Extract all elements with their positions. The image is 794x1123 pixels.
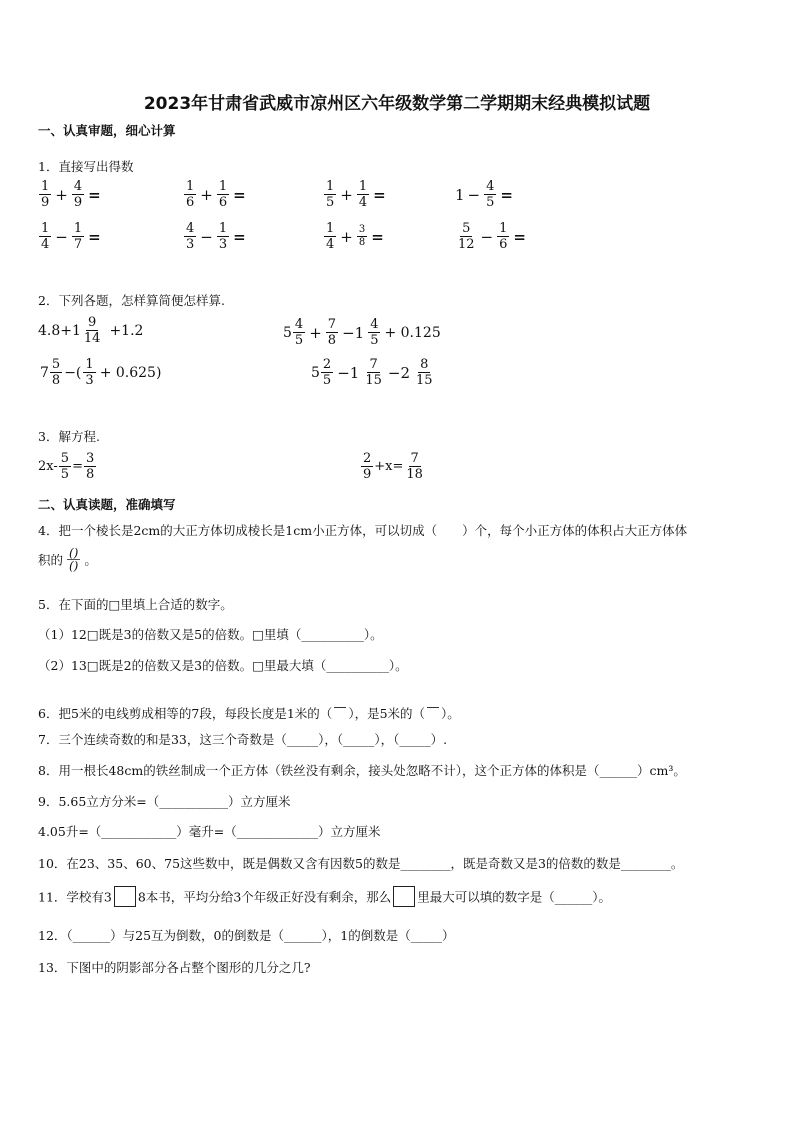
- q3-e1-eq: =: [72, 459, 83, 474]
- q1-item-2-equals: =: [233, 185, 246, 204]
- q1-item-8-b-num: 1: [499, 221, 508, 236]
- q4-text: 4．把一个棱长是2cm的大正方体切成棱长是1cm小正方体，可以切成（ ）个，每个小正方体的体积占大正方体体: [38, 523, 688, 538]
- q2-e2-op2: −1: [342, 323, 365, 342]
- q2-e4-num1: 2: [322, 357, 332, 372]
- section-2-heading: 二、认真读题，准确填写: [38, 497, 176, 512]
- page-title: 2023年甘肃省武威市凉州区六年级数学第二学期期末经典模拟试题: [143, 94, 651, 114]
- section-1-heading: 一、认真审题，细心计算: [38, 123, 176, 138]
- q1-item-4-b-den: 5: [486, 195, 495, 210]
- q2-e1-part2: +1.2: [109, 322, 144, 339]
- q1-item-3-b: [357, 180, 369, 209]
- q6-part-1: 6．把5米的电线剪成相等的7段，每段长度是1米的（: [38, 706, 333, 721]
- q9-line-1: 9．5.65立方分米=（___________）立方厘米: [38, 794, 291, 809]
- q1-item-7-a: [324, 222, 336, 251]
- q1-item-7-a-num: 1: [326, 221, 335, 236]
- q2-e1-part1: 4.8+1: [38, 322, 81, 339]
- q2-e4-den3: 15: [416, 373, 433, 388]
- q1-item-1-a-num: 1: [41, 179, 50, 194]
- q1-item-1-a: [39, 180, 51, 209]
- q1-item-8-a: [456, 222, 477, 251]
- q2-e2-num2: 7: [327, 317, 337, 332]
- q1-item-7-b-den: 8: [358, 237, 366, 248]
- q1-item-5-equals: =: [88, 227, 101, 246]
- q3-e2-den1: 9: [363, 467, 372, 482]
- q3-e1-num2: 3: [85, 451, 95, 466]
- q5-sub-2: （2）13□既是2的倍数又是3的倍数。□里最大填（__________）。: [38, 658, 408, 673]
- q3-e2-den2: 18: [406, 467, 423, 482]
- q2-e2-den2: 8: [327, 333, 337, 348]
- q1-item-1-b: [72, 180, 84, 209]
- q1-item-7-equals: =: [371, 227, 384, 246]
- q1-item-6-b-den: 3: [218, 237, 228, 252]
- q2-e4-den2: 15: [365, 373, 382, 388]
- q2-e3-num2: 1: [85, 357, 94, 372]
- q1-item-6-a: [184, 222, 196, 251]
- q1-item-2-a-num: 1: [186, 179, 195, 194]
- q2-expr-1: [38, 316, 143, 345]
- q1-item-5-b-den: 7: [73, 237, 83, 252]
- q1-item-3-a-num: 1: [326, 179, 335, 194]
- q1-item-4-b: [484, 180, 496, 209]
- q1-item-7-b: [357, 225, 367, 248]
- q1-item-6-b: [217, 222, 229, 251]
- q1-item-3-op: +: [340, 185, 353, 204]
- q1-item-2-a: [184, 180, 196, 209]
- q11-text: [38, 886, 611, 907]
- q2-e1-frac-num: 9: [88, 315, 97, 330]
- q4-frac-num: (): [69, 546, 79, 560]
- q2-e1-frac-den: 14: [83, 331, 101, 346]
- q2-e4-op1: −1: [337, 363, 360, 382]
- q1-item-7-b-num: 3: [358, 224, 366, 235]
- q2-e4-num2: 7: [369, 357, 378, 372]
- q2-e2-tail: + 0.125: [384, 324, 441, 341]
- q1-item-6-b-num: 1: [218, 221, 228, 236]
- q1-item-4: [455, 180, 516, 209]
- q2-e2-num1: 4: [294, 317, 304, 332]
- q1-label: 1．直接写出得数: [38, 159, 134, 174]
- q3-e1-den1: 5: [60, 467, 70, 482]
- q2-e2-den1: 5: [294, 333, 304, 348]
- q2-e2-whole: 5: [283, 324, 292, 341]
- q2-e3-num1: 5: [51, 357, 61, 372]
- q1-item-8-a-den: 12: [458, 237, 475, 252]
- q1-item-2-b-num: 1: [218, 179, 228, 194]
- q3-e1-prefix: 2x-: [38, 459, 58, 474]
- q2-e2-num3: 4: [370, 317, 379, 332]
- q7-text: 7．三个连续奇数的和是33，这三个奇数是（_____），（_____），（_____）.: [38, 732, 448, 747]
- q9-line-2: 4.05升=（____________）毫升=（_____________）立方厘米: [38, 824, 381, 839]
- q2-expr-3: [40, 358, 161, 387]
- q1-item-7-a-den: 4: [326, 237, 335, 252]
- q2-e2-op1: +: [309, 323, 322, 342]
- q2-e3-tail: + 0.625): [99, 364, 162, 381]
- q1-item-1: [38, 180, 104, 209]
- q11-digit-box-1[interactable]: [114, 886, 136, 907]
- q5-label: 5．在下面的□里填上合适的数字。: [38, 597, 233, 612]
- q8-text: 8．用一根长48cm的铁丝制成一个正方体（铁丝没有剩余，接头处忽略不计），这个正方体的体积是（______）cm³。: [38, 763, 686, 778]
- q1-item-8: [455, 222, 529, 251]
- q2-e3-den2: 3: [85, 373, 94, 388]
- q1-item-5-a: [39, 222, 51, 251]
- q4-frac-den: (): [69, 559, 79, 573]
- q11-part-3: 里最大可以填的数字是（______）。: [417, 889, 612, 905]
- q1-item-2-a-den: 6: [186, 195, 195, 210]
- q1-item-1-equals: =: [88, 185, 101, 204]
- q1-item-3-b-den: 4: [358, 195, 368, 210]
- q3-e1-den2: 8: [85, 467, 95, 482]
- q11-part-1: 11．学校有3: [38, 889, 112, 905]
- q1-item-2-b: [217, 180, 229, 209]
- q1-item-8-equals: =: [513, 227, 526, 246]
- q11-digit-box-2[interactable]: [393, 886, 415, 907]
- q6-part-3: ）。: [441, 706, 460, 721]
- q1-item-2-op: +: [200, 185, 213, 204]
- q1-item-4-op: −: [467, 185, 481, 204]
- q12-text: 12．（______）与25互为倒数，0的倒数是（______），1的倒数是（_____）: [38, 928, 455, 943]
- q1-item-8-b: [497, 222, 509, 251]
- q3-e2-num2: 7: [410, 451, 419, 466]
- q10-text: 10．在23、35、60、75这些数中，既是偶数又含有因数5的数是________，既是奇数又是3的倍数的数是________。: [38, 856, 684, 871]
- q3-label: 3．解方程.: [38, 429, 100, 444]
- q1-item-1-op: +: [55, 185, 68, 204]
- q1-item-5-b-num: 1: [73, 221, 83, 236]
- q6-blank-1[interactable]: [334, 707, 346, 708]
- q1-item-6-a-den: 3: [186, 237, 195, 252]
- q1-item-3: [323, 180, 389, 209]
- q1-item-1-b-den: 9: [73, 195, 83, 210]
- q1-item-6: [183, 222, 249, 251]
- q2-e3-mid: −(: [64, 364, 82, 381]
- q6-text: [38, 704, 460, 722]
- q4-continuation: [38, 547, 97, 572]
- q2-e4-op2: −2: [387, 363, 410, 382]
- q2-expr-4: [311, 358, 436, 387]
- q1-item-5-a-den: 4: [41, 237, 50, 252]
- q6-blank-2[interactable]: [427, 707, 439, 708]
- q1-item-5-op: −: [55, 227, 68, 246]
- q13-text: 13．下图中的阴影部分各占整个图形的几分之几?: [38, 960, 311, 975]
- q1-item-8-b-den: 6: [499, 237, 508, 252]
- q1-item-1-a-den: 9: [41, 195, 50, 210]
- q1-item-6-op: −: [200, 227, 213, 246]
- q1-item-5-a-num: 1: [41, 221, 50, 236]
- q1-item-5-b: [72, 222, 84, 251]
- q6-part-2: ），是5米的（: [348, 706, 426, 721]
- q1-item-8-a-num: 5: [462, 221, 471, 236]
- q1-item-7-op: +: [340, 227, 353, 246]
- q3-e1-num1: 5: [60, 451, 70, 466]
- q1-item-3-b-num: 1: [358, 179, 368, 194]
- q1-item-4-equals: =: [500, 185, 513, 204]
- q1-item-6-equals: =: [233, 227, 246, 246]
- q3-e2-mid: +x=: [374, 459, 404, 474]
- q2-e2-den3: 5: [370, 333, 379, 348]
- q4-answer-fraction[interactable]: [67, 547, 80, 572]
- q1-item-5: [38, 222, 104, 251]
- q5-sub-1: （1）12□既是3的倍数又是5的倍数。□里填（__________）。: [38, 627, 383, 642]
- q3-equation-1: [38, 452, 97, 481]
- q1-item-6-a-num: 4: [186, 221, 195, 236]
- q1-item-1-b-num: 4: [73, 179, 83, 194]
- q2-e3-whole: 7: [40, 364, 49, 381]
- q1-item-8-op: −: [480, 227, 494, 246]
- q1-item-2: [183, 180, 249, 209]
- q2-label: 2．下列各题，怎样算简便怎样算.: [38, 293, 225, 308]
- q1-item-2-b-den: 6: [218, 195, 228, 210]
- q2-e3-den1: 8: [51, 373, 61, 388]
- q1-item-3-a-den: 5: [326, 195, 335, 210]
- q1-item-4-a-whole: 1: [455, 185, 465, 204]
- q1-item-3-a: [324, 180, 336, 209]
- q2-expr-2: [283, 318, 441, 347]
- q2-e4-den1: 5: [322, 373, 332, 388]
- q11-part-2: 8本书，平均分给3个年级正好没有剩余，那么: [137, 889, 392, 905]
- q4-end: 。: [84, 552, 97, 568]
- q1-item-3-equals: =: [373, 185, 386, 204]
- q1-item-4-b-num: 4: [486, 179, 495, 194]
- q3-e2-num1: 2: [363, 451, 372, 466]
- q4-cont-text: 积的: [38, 552, 64, 568]
- q1-item-7: [323, 222, 387, 251]
- q2-e4-num3: 8: [420, 357, 429, 372]
- q3-equation-2: [360, 452, 426, 481]
- q2-e4-whole: 5: [311, 364, 320, 381]
